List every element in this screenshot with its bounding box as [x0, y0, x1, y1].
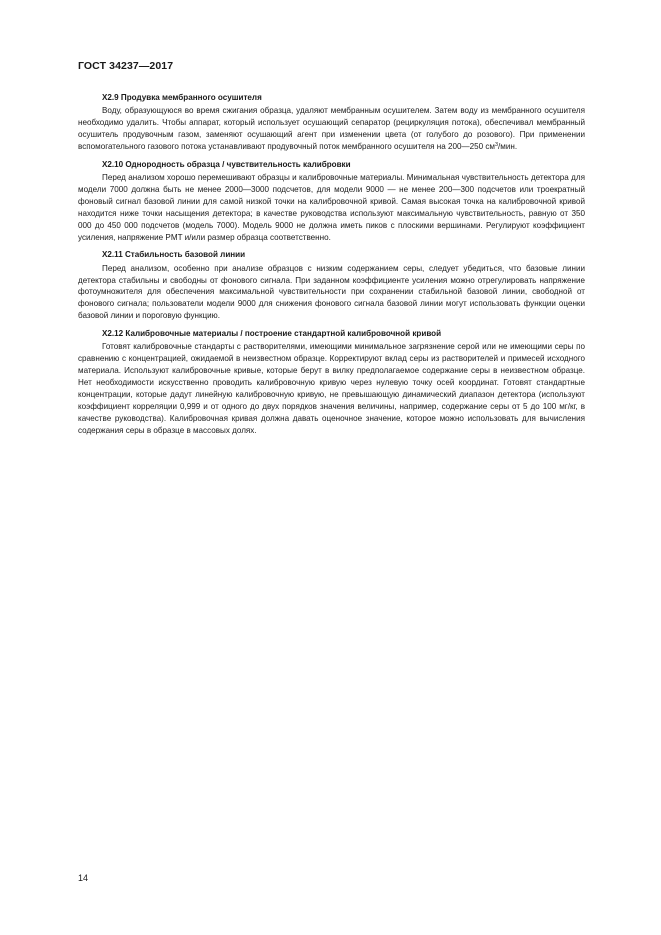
section-x2-12	[78, 328, 585, 436]
paragraph-text: Воду, образующуюся во время сжигания образца, удаляют мембранным осушителем. Затем воду из мембранного осушителя необходимо удалить. Чтобы аппарат, который использует осушающий сепаратор (рециркуляция потока), обеспечивал мембранный осушитель продувочным газом, заменяют осушающий агент при изменении цвета (от голубого до розового). При применении вспомогательного газового потока устанавливают продувочный поток мембранного осушителя на 200—250 см	[78, 106, 585, 151]
section-paragraph: Готовят калибровочные стандарты с растворителями, имеющими минимальное загрязнение серой или не имеющими серы по сравнению с концентрацией, ожидаемой в неизвестном образце. Корректируют вклад серы из растворителей и примесей исходного материала. Используют калибровочные кривые, которые берут в вилку предполагаемое содержание серы в неизвестном образце. Нет необходимости искусственно проводить калибровочную кривую через нулевую точку осей координат. Готовят стандартные концентрации, которые дадут линейную калибровочную кривую, не превышающую динамический диапазон детектора (используют коэффициент корреляции 0,999 и от одного до двух порядков значения величины, например, содержание серы от 5 до 100 мг/кг, в качестве руководства). Калибровочная кривая должна давать оценочное значение, которое можно использовать для вычисления содержания серы в образце в массовых долях.	[78, 342, 585, 435]
section-heading: X2.10 Однородность образца / чувствительность калибровки	[102, 159, 351, 169]
section-paragraph	[78, 105, 585, 153]
section-heading: X2.11 Стабильность базовой линии	[102, 250, 246, 260]
section-x2-11	[78, 249, 585, 322]
page-number: 14	[78, 873, 89, 883]
section-heading: X2.12 Калибровочные материалы / построение стандартной калибровочной кривой	[102, 329, 442, 339]
section-paragraph: Перед анализом хорошо перемешивают образцы и калибровочные материалы. Минимальная чувствительность детектора для модели 7000 должна быть не менее 2000—3000 подсчетов, для модели 9000 — не менее 200—300 подсчетов или троекратный фоновый сигнал базовой линии для самой низкой точки на калибровочной кривой. Самая высокая точка на калибровочной кривой находится ниже точки насыщения детектора; в качестве руководства используют максимальную чувствительность, равную от 350 000 до 450 000 подсчетов (модель 7000). Модель 9000 не должна иметь пиков с плоскими вершинами. Регулируют коэффициент усиления, напряжение PMT и/или размер образца соответственно.	[78, 173, 585, 242]
section-paragraph: Перед анализом, особенно при анализе образцов с низким содержанием серы, следует убедиться, что базовые линии детектора стабильны и свободны от фонового сигнала. При заданном коэффициенте усиления можно отрегулировать напряжение фотоумножителя для обеспечения максимальной чувствительности при сохранении стабильной базовой линии, свободной от фонового сигнала; пользователи модели 9000 для снижения фонового сигнала базовой линии могут использовать функции оценки базовой линии и пороговую функцию.	[78, 263, 585, 321]
paragraph-text-end: /мин.	[498, 141, 518, 151]
document-body	[78, 92, 585, 443]
document-code: ГОСТ 34237—2017	[78, 60, 174, 72]
section-x2-10	[78, 159, 585, 244]
superscript-unit: 3	[494, 141, 499, 148]
section-heading: X2.9 Продувка мембранного осушителя	[102, 93, 262, 102]
section-x2-9	[78, 92, 585, 153]
